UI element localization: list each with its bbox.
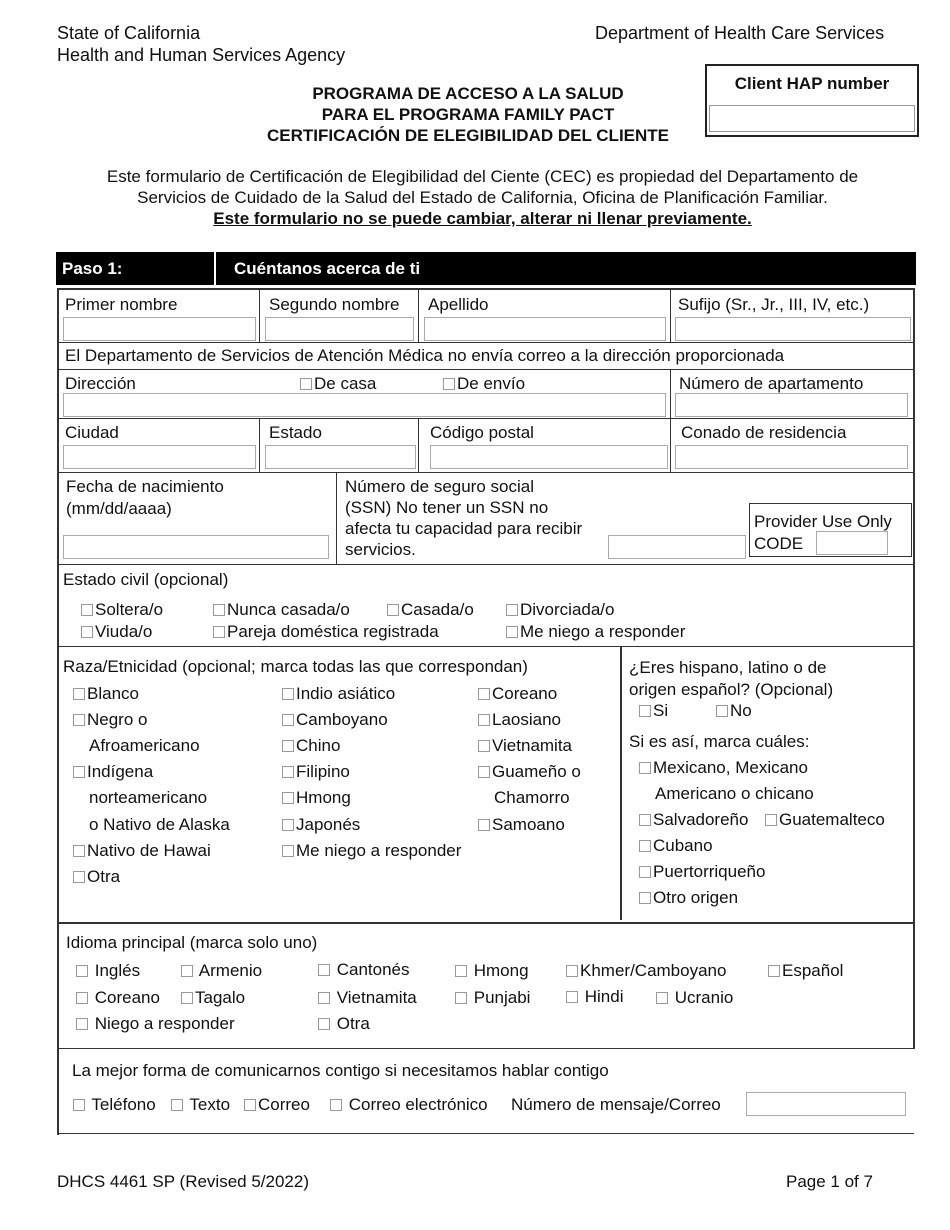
state-field[interactable] — [265, 445, 416, 469]
marital-married[interactable] — [387, 599, 474, 621]
divider — [57, 418, 915, 419]
apartment-label: Número de apartamento — [679, 374, 864, 393]
option-label: Filipino — [296, 762, 350, 781]
divider — [336, 472, 337, 564]
lang-ukrainian[interactable] — [656, 987, 733, 1009]
checkbox[interactable] — [387, 604, 399, 616]
dob-field[interactable] — [63, 535, 329, 559]
option-label: Coreano — [94, 988, 160, 1007]
race-guamanian[interactable] — [478, 761, 581, 783]
first-name-label: Primer nombre — [65, 295, 178, 314]
option-label: Si — [653, 701, 669, 720]
marital-domestic-partner[interactable] — [213, 621, 439, 643]
step-header — [56, 252, 916, 285]
ssn-label-3: afecta tu capacidad para recibir — [345, 519, 583, 538]
marital-decline[interactable] — [506, 621, 685, 643]
checkbox[interactable] — [282, 714, 294, 726]
checkbox[interactable] — [639, 762, 651, 774]
hispanic-mexican-cont: Americano o chicano — [655, 784, 814, 803]
intro-line-2: Servicios de Cuidado de la Salud del Estado de California, Oficina de Planificación Familiar. — [137, 188, 828, 207]
checkbox[interactable] — [282, 845, 294, 857]
checkbox[interactable] — [282, 792, 294, 804]
middle-name-field[interactable] — [265, 317, 414, 341]
option-label: Hmong — [296, 788, 351, 807]
provider-code-field[interactable] — [816, 531, 888, 555]
divider — [418, 290, 419, 342]
race-native-cont-1: norteamericano — [89, 788, 208, 807]
lang-hindi[interactable] — [566, 986, 623, 1008]
zip-field[interactable] — [430, 445, 668, 469]
race-asian-indian[interactable] — [282, 683, 395, 705]
marital-single[interactable] — [81, 599, 163, 621]
checkbox[interactable] — [478, 819, 490, 831]
option-label: Ucranio — [674, 988, 734, 1007]
checkbox[interactable] — [282, 688, 294, 700]
option-label: Coreano — [492, 684, 558, 703]
provider-code-label: CODE — [754, 534, 804, 553]
client-hap-label: Client HAP number — [734, 74, 890, 93]
option-label: Me niego a responder — [520, 622, 686, 641]
option-label: Indio asiático — [296, 684, 396, 703]
marital-label: Estado civil (opcional) — [63, 570, 229, 589]
option-label: Khmer/Camboyano — [580, 961, 727, 980]
address-field[interactable] — [63, 393, 666, 417]
option-label: Nativo de Hawai — [87, 841, 211, 860]
divider — [670, 418, 671, 472]
option-label: Teléfono — [91, 1095, 156, 1114]
option-label: Niego a responder — [94, 1014, 235, 1033]
dob-label-1: Fecha de nacimiento — [66, 477, 224, 496]
form-id: DHCS 4461 SP (Revised 5/2022) — [57, 1172, 309, 1191]
lang-khmer[interactable] — [566, 960, 726, 982]
hispanic-question-2: origen español? (Opcional) — [629, 680, 834, 699]
lang-korean[interactable] — [76, 987, 160, 1009]
state-label: Estado — [269, 423, 322, 442]
intro-warning: Este formulario no se puede cambiar, alterar ni llenar previamente. — [213, 209, 752, 228]
contact-email[interactable] — [330, 1094, 488, 1116]
race-hawaiian[interactable] — [73, 840, 211, 862]
checkbox[interactable] — [455, 992, 467, 1004]
intro-line-1: Este formulario de Certificación de Elegibilidad del Ciente (CEC) es propiedad del Departamento de — [106, 167, 859, 186]
race-black-cont: Afroamericano — [89, 736, 200, 755]
step-number: Paso 1: — [62, 259, 123, 278]
step-title: Cuéntanos acerca de ti — [234, 259, 421, 278]
last-name-label: Apellido — [428, 295, 489, 314]
race-filipino[interactable] — [282, 761, 350, 783]
form-border-top — [57, 288, 915, 290]
option-label: Samoano — [492, 815, 565, 834]
divider — [259, 418, 260, 472]
agency-name: Health and Human Services Agency — [57, 45, 346, 65]
race-vietnamese[interactable] — [478, 735, 572, 757]
race-black[interactable] — [73, 709, 147, 731]
lang-other[interactable] — [318, 1013, 370, 1035]
option-label: Blanco — [87, 684, 139, 703]
option-label: Tagalo — [195, 988, 246, 1007]
lang-armenian[interactable] — [181, 960, 262, 982]
checkbox[interactable] — [73, 871, 85, 883]
lang-cantonese[interactable] — [318, 959, 410, 981]
option-label: Punjabi — [473, 988, 531, 1007]
option-label: Correo — [258, 1095, 310, 1114]
home-label: De casa — [314, 374, 377, 393]
ssn-label-4: servicios. — [345, 540, 416, 559]
lang-spanish[interactable] — [768, 960, 843, 982]
option-label: Japonés — [296, 815, 361, 834]
checkbox[interactable] — [506, 626, 518, 638]
option-label: Casada/o — [401, 600, 474, 619]
dob-label-2: (mm/dd/aaaa) — [66, 499, 172, 518]
checkbox[interactable] — [639, 892, 651, 904]
race-other[interactable] — [73, 866, 120, 888]
option-label: Divorciada/o — [520, 600, 615, 619]
lang-hmong[interactable] — [455, 960, 529, 982]
contact-label: La mejor forma de comunicarnos contigo si necesitamos hablar contigo — [72, 1061, 609, 1080]
contact-phone[interactable] — [73, 1094, 156, 1116]
checkbox[interactable] — [656, 992, 668, 1004]
middle-name-label: Segundo nombre — [269, 295, 400, 314]
option-label: Laosiano — [492, 710, 562, 729]
lang-vietnamese[interactable] — [318, 987, 417, 1009]
option-label: Hmong — [473, 961, 529, 980]
divider — [418, 418, 419, 472]
divider — [670, 290, 671, 342]
contact-number-field[interactable] — [746, 1092, 906, 1116]
apartment-field[interactable] — [675, 393, 908, 417]
checkbox[interactable] — [73, 766, 85, 778]
race-native-american[interactable] — [73, 761, 153, 783]
checkbox[interactable] — [181, 965, 193, 977]
divider — [259, 290, 260, 342]
checkbox[interactable] — [443, 378, 455, 390]
checkbox[interactable] — [244, 1099, 256, 1111]
hispanic-yes[interactable] — [639, 700, 668, 722]
lang-decline[interactable] — [76, 1013, 235, 1035]
option-label: Guameño o — [492, 762, 581, 781]
option-label: Correo electrónico — [348, 1095, 488, 1114]
lang-english[interactable] — [76, 960, 140, 982]
option-label: Texto — [189, 1095, 231, 1114]
checkbox[interactable] — [81, 626, 93, 638]
divider — [57, 922, 915, 924]
divider — [57, 342, 915, 343]
divider — [57, 564, 915, 565]
option-label: No — [730, 701, 752, 720]
divider — [620, 646, 622, 920]
checkbox[interactable] — [506, 604, 518, 616]
contact-number-label: Número de mensaje/Correo — [511, 1095, 721, 1114]
county-field[interactable] — [675, 445, 908, 469]
form-border-bottom — [57, 1133, 914, 1134]
hispanic-puerto-rican[interactable] — [639, 861, 765, 883]
checkbox[interactable] — [318, 992, 330, 1004]
ssn-label-2: (SSN) No tener un SSN no — [345, 498, 549, 517]
checkbox[interactable] — [282, 819, 294, 831]
checkbox[interactable] — [478, 714, 490, 726]
race-korean[interactable] — [478, 683, 557, 705]
option-label: Me niego a responder — [296, 841, 462, 860]
option-label: Otro origen — [653, 888, 739, 907]
checkbox[interactable] — [213, 626, 225, 638]
race-hmong[interactable] — [282, 787, 351, 809]
checkbox[interactable] — [73, 1099, 85, 1111]
option-label: Armenio — [198, 961, 263, 980]
marital-widowed[interactable] — [81, 621, 152, 643]
shipping-label: De envío — [457, 374, 526, 393]
divider — [57, 646, 915, 647]
checkbox[interactable] — [76, 965, 88, 977]
option-label: Negro o — [87, 710, 148, 729]
option-label: Guatemalteco — [779, 810, 885, 829]
checkbox[interactable] — [566, 991, 578, 1003]
contact-mail[interactable] — [244, 1094, 310, 1116]
checkbox[interactable] — [318, 1018, 330, 1030]
shipping-address-option[interactable] — [443, 373, 525, 395]
county-label: Conado de residencia — [681, 423, 847, 442]
client-hap-input[interactable] — [709, 105, 915, 132]
option-label: Otra — [336, 1014, 370, 1033]
hispanic-mexican[interactable] — [639, 757, 808, 779]
hispanic-other[interactable] — [639, 887, 738, 909]
hispanic-no[interactable] — [716, 700, 752, 722]
option-label: Viuda/o — [95, 622, 153, 641]
divider — [57, 1048, 915, 1049]
checkbox[interactable] — [716, 705, 728, 717]
option-label: Otra — [87, 867, 121, 886]
hispanic-question-1: ¿Eres hispano, latino o de — [629, 658, 827, 677]
lang-punjabi[interactable] — [455, 987, 530, 1009]
department-name: Department of Health Care Services — [595, 23, 885, 43]
title-line-1: PROGRAMA DE ACCESO A LA SALUD — [312, 84, 624, 103]
client-hap-box — [705, 64, 919, 137]
ssn-label-1: Número de seguro social — [345, 477, 534, 496]
checkbox[interactable] — [639, 866, 651, 878]
marital-never-married[interactable] — [213, 599, 350, 621]
checkbox[interactable] — [639, 705, 651, 717]
checkbox[interactable] — [765, 814, 777, 826]
checkbox[interactable] — [171, 1099, 183, 1111]
form-border-right — [913, 288, 915, 1048]
option-label: Inglés — [94, 961, 141, 980]
checkbox[interactable] — [478, 766, 490, 778]
checkbox[interactable] — [282, 766, 294, 778]
checkbox[interactable] — [478, 688, 490, 700]
option-label: Camboyano — [296, 710, 388, 729]
zip-label: Código postal — [430, 423, 534, 442]
checkbox[interactable] — [76, 992, 88, 1004]
option-label: Mexicano, Mexicano — [653, 758, 808, 777]
race-samoan[interactable] — [478, 814, 565, 836]
intro-text — [60, 166, 905, 229]
checkbox[interactable] — [73, 688, 85, 700]
option-label: Vietnamita — [336, 988, 417, 1007]
provider-use-box — [749, 503, 912, 557]
race-guamanian-cont: Chamorro — [494, 788, 570, 807]
checkbox[interactable] — [76, 1018, 88, 1030]
checkbox[interactable] — [330, 1099, 342, 1111]
race-white[interactable] — [73, 683, 139, 705]
option-label: Cantonés — [336, 960, 410, 979]
address-label: Dirección — [65, 374, 136, 393]
divider — [670, 369, 671, 418]
title-line-2: PARA EL PROGRAMA FAMILY PACT — [321, 105, 615, 124]
option-label: Puertorriqueño — [653, 862, 766, 881]
hispanic-which: Si es así, marca cuáles: — [629, 732, 810, 751]
checkbox[interactable] — [282, 740, 294, 752]
option-label: Chino — [296, 736, 341, 755]
option-label: Hindi — [584, 987, 624, 1006]
lang-tagalog[interactable] — [181, 987, 245, 1009]
hispanic-salvadoran[interactable] — [639, 809, 748, 831]
option-label: Pareja doméstica registrada — [227, 622, 439, 641]
step-divider — [214, 252, 216, 285]
option-label: Indígena — [87, 762, 154, 781]
checkbox[interactable] — [81, 604, 93, 616]
checkbox[interactable] — [181, 992, 193, 1004]
checkbox[interactable] — [566, 965, 578, 977]
option-label: Soltera/o — [95, 600, 164, 619]
language-label: Idioma principal (marca solo uno) — [66, 933, 318, 952]
page-number: Page 1 of 7 — [786, 1172, 873, 1191]
form-title — [150, 83, 786, 146]
checkbox[interactable] — [213, 604, 225, 616]
checkbox[interactable] — [318, 964, 330, 976]
checkbox[interactable] — [639, 840, 651, 852]
option-label: Cubano — [653, 836, 713, 855]
option-label: Español — [782, 961, 844, 980]
race-decline[interactable] — [282, 840, 461, 862]
home-address-option[interactable] — [300, 373, 376, 395]
hispanic-guatemalan[interactable] — [765, 809, 885, 831]
race-chinese[interactable] — [282, 735, 340, 757]
checkbox[interactable] — [478, 740, 490, 752]
contact-text[interactable] — [171, 1094, 230, 1116]
divider — [57, 369, 915, 370]
race-cambodian[interactable] — [282, 709, 388, 731]
checkbox[interactable] — [639, 814, 651, 826]
ssn-field[interactable] — [608, 535, 746, 559]
option-label: Vietnamita — [492, 736, 573, 755]
checkbox[interactable] — [73, 845, 85, 857]
race-label: Raza/Etnicidad (opcional; marca todas las que correspondan) — [63, 657, 528, 676]
first-name-field[interactable] — [63, 317, 256, 341]
provider-use-label: Provider Use Only — [754, 512, 892, 531]
race-japanese[interactable] — [282, 814, 360, 836]
marital-divorced[interactable] — [506, 599, 615, 621]
suffix-label: Sufijo (Sr., Jr., III, IV, etc.) — [678, 295, 870, 314]
option-label: Salvadoreño — [653, 810, 749, 829]
option-label: Nunca casada/o — [227, 600, 350, 619]
checkbox[interactable] — [455, 965, 467, 977]
checkbox[interactable] — [73, 714, 85, 726]
checkbox[interactable] — [768, 965, 780, 977]
checkbox[interactable] — [300, 378, 312, 390]
race-native-cont-2: o Nativo de Alaska — [89, 815, 230, 834]
mail-notice: El Departamento de Servicios de Atención Médica no envía correo a la dirección proporcionada — [65, 346, 785, 365]
suffix-field[interactable] — [675, 317, 911, 341]
state-name: State of California — [57, 23, 201, 43]
form-border-left — [57, 288, 59, 1135]
city-label: Ciudad — [65, 423, 119, 442]
divider — [57, 472, 915, 473]
title-line-3: CERTIFICACIÓN DE ELEGIBILIDAD DEL CLIENTE — [266, 126, 670, 145]
city-field[interactable] — [63, 445, 256, 469]
last-name-field[interactable] — [424, 317, 666, 341]
hispanic-cuban[interactable] — [639, 835, 713, 857]
race-laotian[interactable] — [478, 709, 561, 731]
